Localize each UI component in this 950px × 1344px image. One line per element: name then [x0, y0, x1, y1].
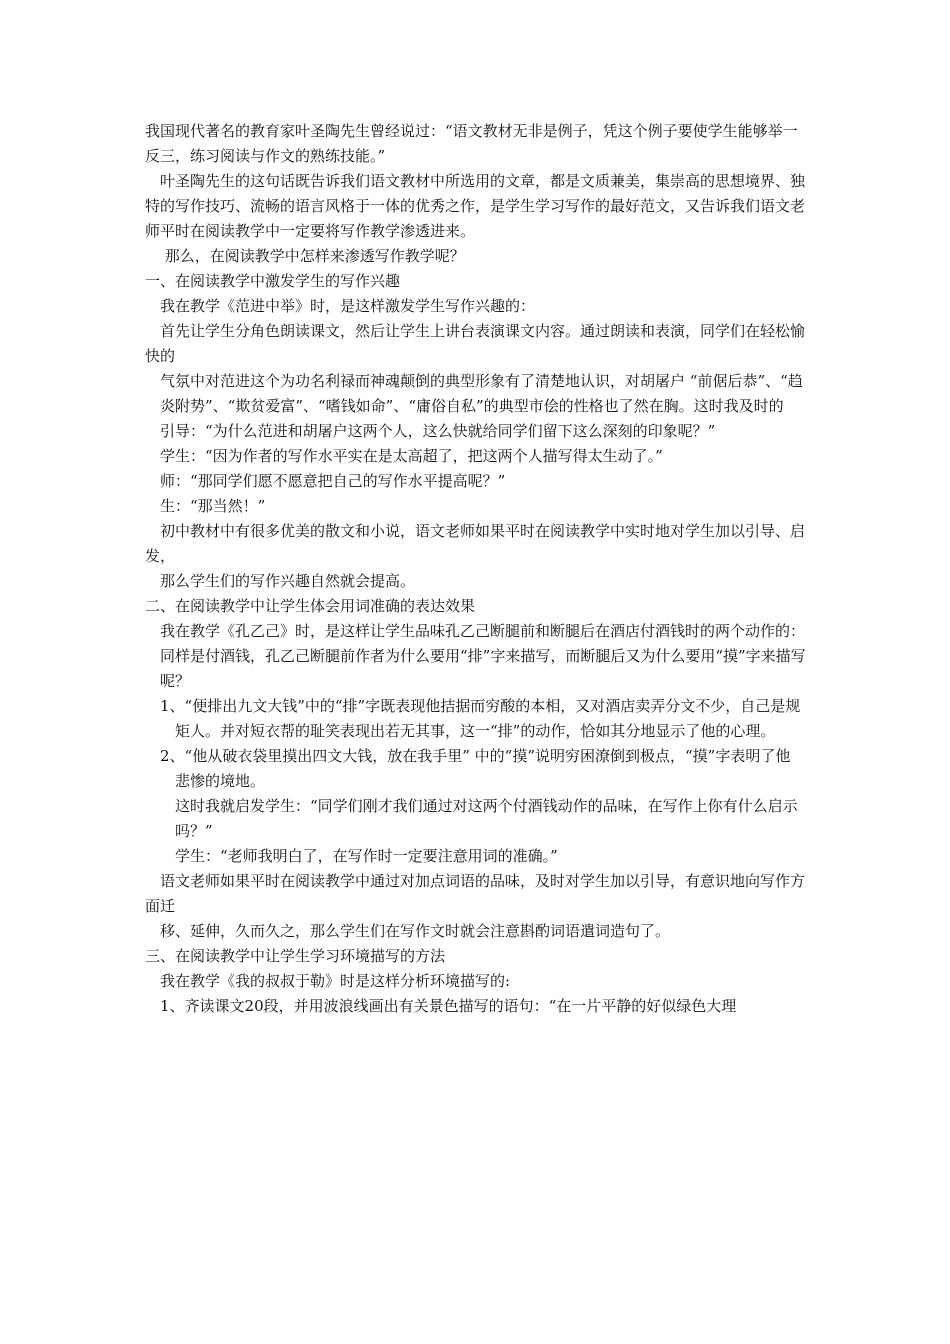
paragraph-14: 那么学生们的写作兴趣自然就会提高。: [145, 572, 416, 590]
paragraph-9: 引导：“为什么范进和胡屠户这两个人，这么快就给同学们留下这么深刻的印象呢？”: [145, 422, 716, 440]
paragraph-3: 那么，在阅读教学中怎样来渗透写作教学呢？: [145, 247, 465, 265]
paragraph-18: 呢？: [145, 672, 191, 690]
paragraph-30: 1、齐读课文20段，并用波浪线画出有关景色描写的语句：“在一片平静的好似绿色大理: [145, 997, 737, 1015]
paragraph-2: 叶圣陶先生的这句话既告诉我们语文教材中所选用的文章，都是文质兼美，集崇高的思想境界、独特的写作技巧、流畅的语言风格于一体的优秀之作，是学生学习写作的最好范文，又告诉我们语文老师平时在阅读教学中一定要将写作教学渗透进来。: [145, 172, 806, 240]
section-heading-3: 三、在阅读教学中让学生学习环境描写的方法: [145, 947, 446, 965]
paragraph-25: 学生：“老师我明白了，在写作时一定要注意用词的准确。”: [145, 847, 558, 865]
document-body: [145, 119, 810, 1019]
paragraph-24: 吗？”: [145, 822, 213, 840]
paragraph-20: 矩人。并对短衣帮的耻笑表现出若无其事，这一“排”的动作，恰如其分地显示了他的心理。: [145, 722, 776, 740]
paragraph-16: 我在教学《孔乙己》时，是这样让学生品味孔乙己断腿前和断腿后在酒店付酒钱时的两个动作的：: [145, 622, 806, 640]
paragraph-1: 我国现代著名的教育家叶圣陶先生曾经说过：“语文教材无非是例子，凭这个例子要使学生能够举一反三，练习阅读与作文的熟练技能。”: [145, 122, 798, 165]
paragraph-22: 悲惨的境地。: [145, 772, 266, 790]
paragraph-10: 学生：“因为作者的写作水平实在是太高超了，把这两个人描写得太生动了。”: [145, 447, 663, 465]
paragraph-23: 这时我就启发学生：“同学们刚才我们通过对这两个付酒钱动作的品味，在写作上你有什么启示: [145, 797, 798, 815]
paragraph-7: 气氛中对范进这个为功名利禄而神魂颠倒的典型形象有了清楚地认识，对胡屠户 “前倨后恭”、“趋: [145, 372, 803, 390]
paragraph-8: 炎附势”、“欺贫爱富”、“嗜钱如命”、“庸俗自私”的典型市侩的性格也了然在胸。这时我及时的: [145, 397, 784, 415]
paragraph-11: 师：“那同学们愿不愿意把自己的写作水平提高呢？”: [145, 472, 506, 490]
paragraph-6: 首先让学生分角色朗读课文，然后让学生上讲台表演课文内容。通过朗读和表演，同学们在轻松愉快的: [145, 322, 806, 365]
section-heading-2: 二、在阅读教学中让学生体会用词准确的表达效果: [145, 597, 476, 615]
paragraph-21: 2、“他从破衣袋里摸出四文大钱，放在我手里” 中的“摸”说明穷困潦倒到极点，“摸”字表明了他: [145, 747, 791, 765]
paragraph-12: 生：“那当然！”: [145, 497, 266, 515]
paragraph-5: 我在教学《范进中举》时，是这样激发学生写作兴趣的：: [145, 297, 536, 315]
paragraph-17: 同样是付酒钱，孔乙己断腿前作者为什么要用“排”字来描写，而断腿后又为什么要用“摸”字来描写: [145, 647, 806, 665]
paragraph-13: 初中教材中有很多优美的散文和小说，语文老师如果平时在阅读教学中实时地对学生加以引导、启发，: [145, 522, 806, 565]
paragraph-19: 1、“便排出九文大钱”中的“排”字既表现他拮据而穷酸的本相，又对酒店卖弄分文不少，自己是规: [145, 697, 801, 715]
paragraph-27: 移、延伸，久而久之，那么学生们在写作文时就会注意斟酌词语遣词造句了。: [145, 922, 671, 940]
section-heading-1: 一、在阅读教学中激发学生的写作兴趣: [145, 272, 401, 290]
paragraph-29: 我在教学《我的叔叔于勒》时是这样分析环境描写的:: [145, 972, 511, 990]
paragraph-26: 语文老师如果平时在阅读教学中通过对加点词语的品味，及时对学生加以引导，有意识地向写作方面迁: [145, 872, 806, 915]
